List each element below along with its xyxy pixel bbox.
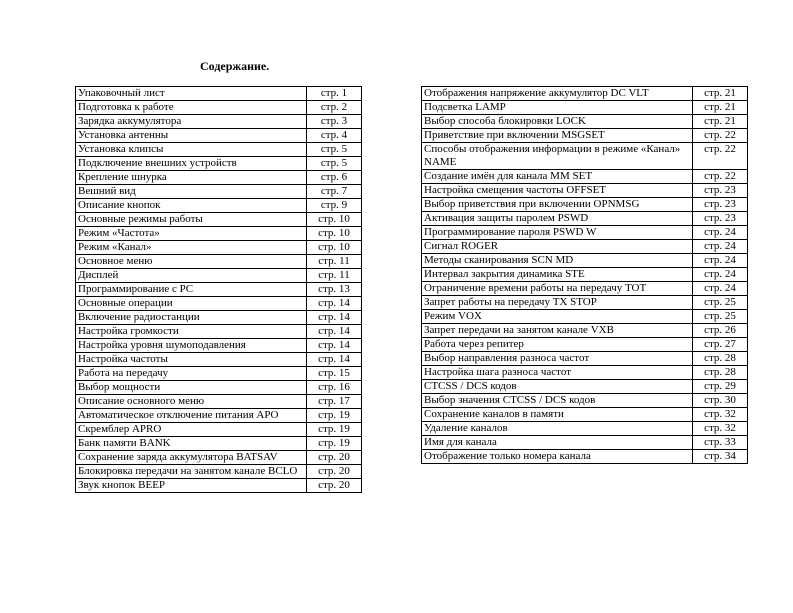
toc-entry-label: Основные операции	[76, 297, 307, 311]
toc-entry-page: стр. 7	[307, 185, 362, 199]
toc-entry-label: Установка клипсы	[76, 143, 307, 157]
toc-entry-label: Работа на передачу	[76, 367, 307, 381]
toc-row	[422, 394, 748, 408]
toc-entry-label: Программирование пароля PSWD W	[422, 226, 693, 240]
toc-row	[422, 184, 748, 198]
toc-row	[76, 325, 362, 339]
toc-entry-label: Основные режимы работы	[76, 213, 307, 227]
toc-entry-label: Отображение только номера канала	[422, 450, 693, 464]
toc-row	[422, 268, 748, 282]
toc-row	[422, 324, 748, 338]
toc-row	[76, 115, 362, 129]
toc-row	[76, 297, 362, 311]
toc-row	[422, 254, 748, 268]
toc-row	[422, 282, 748, 296]
toc-entry-page: стр. 25	[693, 296, 748, 310]
toc-table-right	[421, 86, 748, 464]
toc-row	[76, 367, 362, 381]
toc-row	[76, 381, 362, 395]
toc-entry-page: стр. 11	[307, 255, 362, 269]
page-title: Содержание.	[200, 59, 270, 73]
toc-row	[76, 479, 362, 493]
toc-entry-label: Сохранение заряда аккумулятора BATSAV	[76, 451, 307, 465]
toc-entry-page: стр. 32	[693, 422, 748, 436]
toc-entry-label: Настройка уровня шумоподавления	[76, 339, 307, 353]
toc-row	[422, 436, 748, 450]
toc-entry-label: Интервал закрытия динамика STE	[422, 268, 693, 282]
toc-row	[422, 352, 748, 366]
toc-entry-page: стр. 30	[693, 394, 748, 408]
toc-entry-page: стр. 26	[693, 324, 748, 338]
toc-entry-page: стр. 21	[693, 115, 748, 129]
toc-row	[422, 408, 748, 422]
toc-entry-page: стр. 24	[693, 282, 748, 296]
toc-row	[422, 87, 748, 101]
toc-entry-label: Скремблер APRO	[76, 423, 307, 437]
toc-row	[76, 409, 362, 423]
toc-entry-page: стр. 28	[693, 366, 748, 380]
toc-row	[76, 199, 362, 213]
toc-entry-page: стр. 9	[307, 199, 362, 213]
toc-entry-page: стр. 2	[307, 101, 362, 115]
toc-entry-label: Приветствие при включении MSGSET	[422, 129, 693, 143]
toc-entry-label: Настройка смещения частоты OFFSET	[422, 184, 693, 198]
toc-row	[422, 310, 748, 324]
toc-table-left	[75, 86, 362, 493]
toc-entry-page: стр. 25	[693, 310, 748, 324]
toc-entry-label: Сигнал ROGER	[422, 240, 693, 254]
toc-entry-page: стр. 10	[307, 227, 362, 241]
toc-entry-page: стр. 10	[307, 213, 362, 227]
toc-entry-label: Режим VOX	[422, 310, 693, 324]
toc-row	[76, 465, 362, 479]
toc-row	[76, 269, 362, 283]
toc-entry-page: стр. 24	[693, 240, 748, 254]
toc-entry-label: Выбор направления разноса частот	[422, 352, 693, 366]
toc-entry-page: стр. 13	[307, 283, 362, 297]
toc-row	[76, 395, 362, 409]
toc-entry-page: стр. 23	[693, 212, 748, 226]
toc-entry-label: Установка антенны	[76, 129, 307, 143]
toc-row	[76, 143, 362, 157]
toc-entry-page: стр. 21	[693, 87, 748, 101]
toc-row	[422, 380, 748, 394]
toc-entry-page: стр. 24	[693, 226, 748, 240]
toc-entry-label: Звук кнопок BEEP	[76, 479, 307, 493]
toc-row	[422, 170, 748, 184]
toc-entry-page: стр. 24	[693, 268, 748, 282]
toc-entry-page: стр. 20	[307, 479, 362, 493]
toc-row	[76, 87, 362, 101]
toc-entry-page: стр. 14	[307, 325, 362, 339]
toc-entry-page: стр. 22	[693, 129, 748, 143]
toc-entry-page: стр. 22	[693, 143, 748, 170]
toc-row	[422, 226, 748, 240]
toc-entry-page: стр. 27	[693, 338, 748, 352]
toc-row	[422, 143, 748, 170]
toc-entry-page: стр. 34	[693, 450, 748, 464]
toc-row	[422, 240, 748, 254]
toc-entry-label: Настройка громкости	[76, 325, 307, 339]
toc-entry-page: стр. 4	[307, 129, 362, 143]
toc-entry-label: Режим «Частота»	[76, 227, 307, 241]
toc-entry-label: Описание кнопок	[76, 199, 307, 213]
toc-entry-label: Банк памяти BANK	[76, 437, 307, 451]
toc-entry-page: стр. 6	[307, 171, 362, 185]
toc-entry-label: Способы отображения информации в режиме «Канал» NAME	[422, 143, 693, 170]
toc-row	[76, 227, 362, 241]
toc-row	[422, 115, 748, 129]
toc-entry-page: стр. 24	[693, 254, 748, 268]
toc-row	[422, 296, 748, 310]
toc-entry-label: Создание имён для канала MM SET	[422, 170, 693, 184]
toc-entry-page: стр. 22	[693, 170, 748, 184]
toc-entry-label: Режим «Канал»	[76, 241, 307, 255]
toc-entry-page: стр. 14	[307, 311, 362, 325]
toc-entry-page: стр. 17	[307, 395, 362, 409]
toc-entry-label: Выбор способа блокировки LOCK	[422, 115, 693, 129]
toc-entry-page: стр. 29	[693, 380, 748, 394]
toc-entry-label: Зарядка аккумулятора	[76, 115, 307, 129]
toc-entry-label: Описание основного меню	[76, 395, 307, 409]
toc-entry-label: Подключение внешних устройств	[76, 157, 307, 171]
toc-entry-label: Выбор приветствия при включении OPNMSG	[422, 198, 693, 212]
toc-row	[76, 213, 362, 227]
toc-row	[76, 101, 362, 115]
toc-row	[422, 366, 748, 380]
toc-entry-page: стр. 10	[307, 241, 362, 255]
toc-entry-label: Включение радиостанции	[76, 311, 307, 325]
toc-entry-label: Имя для канала	[422, 436, 693, 450]
toc-row	[76, 255, 362, 269]
toc-row	[422, 101, 748, 115]
toc-entry-page: стр. 20	[307, 451, 362, 465]
toc-entry-page: стр. 11	[307, 269, 362, 283]
toc-entry-label: Крепление шнурка	[76, 171, 307, 185]
toc-row	[76, 423, 362, 437]
toc-entry-page: стр. 28	[693, 352, 748, 366]
toc-entry-label: Вешний вид	[76, 185, 307, 199]
toc-row	[422, 422, 748, 436]
toc-entry-label: Подготовка к работе	[76, 101, 307, 115]
toc-row	[422, 212, 748, 226]
toc-row	[76, 185, 362, 199]
toc-entry-label: Дисплей	[76, 269, 307, 283]
toc-entry-label: Упаковочный лист	[76, 87, 307, 101]
toc-row	[76, 129, 362, 143]
toc-entry-label: Отображения напряжение аккумулятор DC VLT	[422, 87, 693, 101]
toc-row	[76, 339, 362, 353]
toc-entry-label: Подсветка LAMP	[422, 101, 693, 115]
toc-row	[76, 241, 362, 255]
toc-entry-page: стр. 1	[307, 87, 362, 101]
toc-entry-label: Запрет передачи на занятом канале VXB	[422, 324, 693, 338]
toc-entry-page: стр. 19	[307, 409, 362, 423]
toc-entry-page: стр. 14	[307, 353, 362, 367]
toc-entry-page: стр. 21	[693, 101, 748, 115]
toc-entry-page: стр. 19	[307, 423, 362, 437]
toc-entry-label: CTCSS / DCS кодов	[422, 380, 693, 394]
toc-entry-label: Автоматическое отключение питания APO	[76, 409, 307, 423]
toc-entry-label: Методы сканирования SCN MD	[422, 254, 693, 268]
toc-row	[76, 353, 362, 367]
toc-entry-page: стр. 23	[693, 184, 748, 198]
toc-entry-page: стр. 14	[307, 297, 362, 311]
toc-entry-label: Ограничение времени работы на передачу TOT	[422, 282, 693, 296]
toc-entry-label: Настройка шага разноса частот	[422, 366, 693, 380]
toc-entry-page: стр. 14	[307, 339, 362, 353]
toc-entry-page: стр. 23	[693, 198, 748, 212]
toc-entry-label: Сохранение каналов в памяти	[422, 408, 693, 422]
toc-row	[422, 338, 748, 352]
toc-entry-page: стр. 16	[307, 381, 362, 395]
toc-entry-page: стр. 20	[307, 465, 362, 479]
toc-entry-page: стр. 15	[307, 367, 362, 381]
toc-entry-label: Программирование с PC	[76, 283, 307, 297]
toc-entry-label: Запрет работы на передачу TX STOP	[422, 296, 693, 310]
toc-entry-page: стр. 33	[693, 436, 748, 450]
toc-row	[76, 311, 362, 325]
toc-entry-label: Блокировка передачи на занятом канале BCLO	[76, 465, 307, 479]
toc-entry-page: стр. 5	[307, 157, 362, 171]
toc-entry-label: Активация защиты паролем PSWD	[422, 212, 693, 226]
toc-entry-label: Основное меню	[76, 255, 307, 269]
toc-entry-page: стр. 32	[693, 408, 748, 422]
toc-row	[76, 171, 362, 185]
toc-entry-page: стр. 5	[307, 143, 362, 157]
toc-entry-label: Выбор значения CTCSS / DCS кодов	[422, 394, 693, 408]
toc-row	[76, 157, 362, 171]
toc-entry-page: стр. 3	[307, 115, 362, 129]
toc-row	[422, 129, 748, 143]
toc-entry-label: Настройка частоты	[76, 353, 307, 367]
toc-entry-label: Удаление каналов	[422, 422, 693, 436]
toc-row	[76, 283, 362, 297]
toc-row	[76, 437, 362, 451]
toc-row	[76, 451, 362, 465]
toc-entry-label: Работа через репитер	[422, 338, 693, 352]
toc-row	[422, 450, 748, 464]
toc-row	[422, 198, 748, 212]
toc-entry-label: Выбор мощности	[76, 381, 307, 395]
toc-entry-page: стр. 19	[307, 437, 362, 451]
